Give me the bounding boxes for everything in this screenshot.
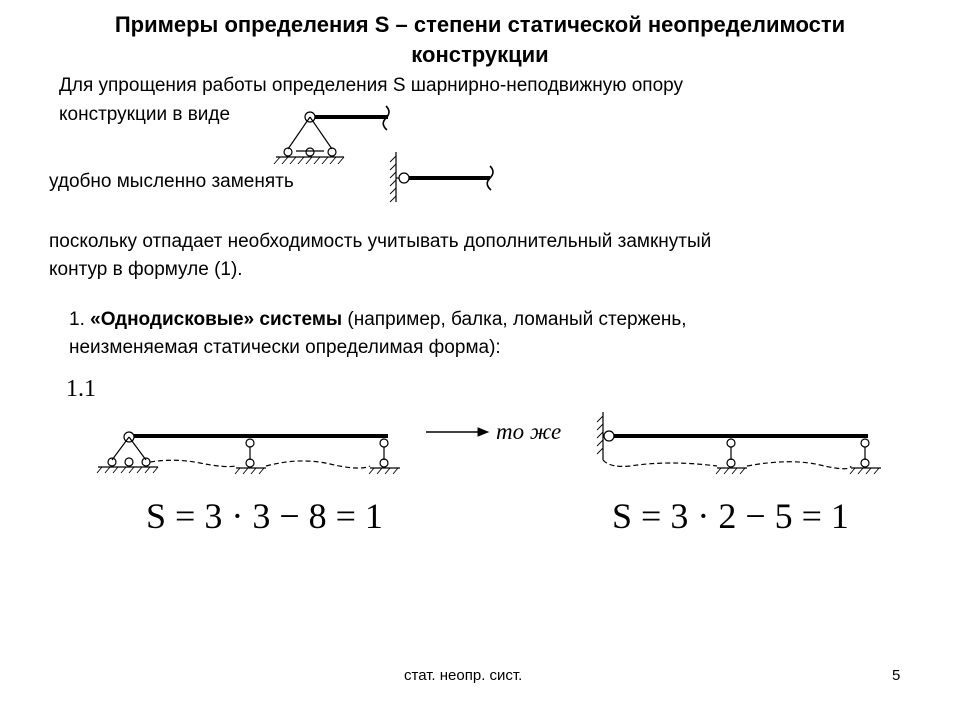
beam-right-diagram [597, 412, 881, 474]
formula-right: S = 3 · 2 − 5 = 1 [612, 496, 849, 536]
section-bold-term: «Однодисковые» системы [90, 309, 343, 330]
intro-line-4: поскольку отпадает необходимость учитывать дополнительный замкнутый [49, 231, 712, 252]
section-description: (например, балка, ломаный стержень, [342, 309, 687, 330]
intro-line-3: удобно мысленно заменять [49, 171, 294, 192]
page-number: 5 [892, 667, 901, 684]
section-line-2: неизменяемая статически определимая форма): [69, 337, 501, 358]
intro-line-1: Для упрощения работы определения S шарнирно-неподвижную опору [59, 75, 684, 96]
intro-line-5: контур в формуле (1). [49, 259, 243, 280]
title-line-1: Примеры определения S – степени статической неопределимости [114, 12, 846, 37]
wall-hinge-diagram [390, 152, 493, 202]
formula-left: S = 3 · 3 − 8 = 1 [146, 496, 383, 536]
title-line-2: конструкции [411, 42, 549, 67]
intro-line-2: конструкции в виде [59, 104, 231, 125]
section-number: 1. [69, 309, 85, 330]
pinned-support-triangle-diagram [274, 106, 389, 164]
footer-text: стат. неопр. сист. [404, 667, 523, 684]
arrow-caption: то же [496, 419, 562, 444]
beam-left-diagram [97, 432, 400, 474]
example-label: 1.1 [66, 376, 96, 402]
arrow-icon [426, 428, 488, 436]
